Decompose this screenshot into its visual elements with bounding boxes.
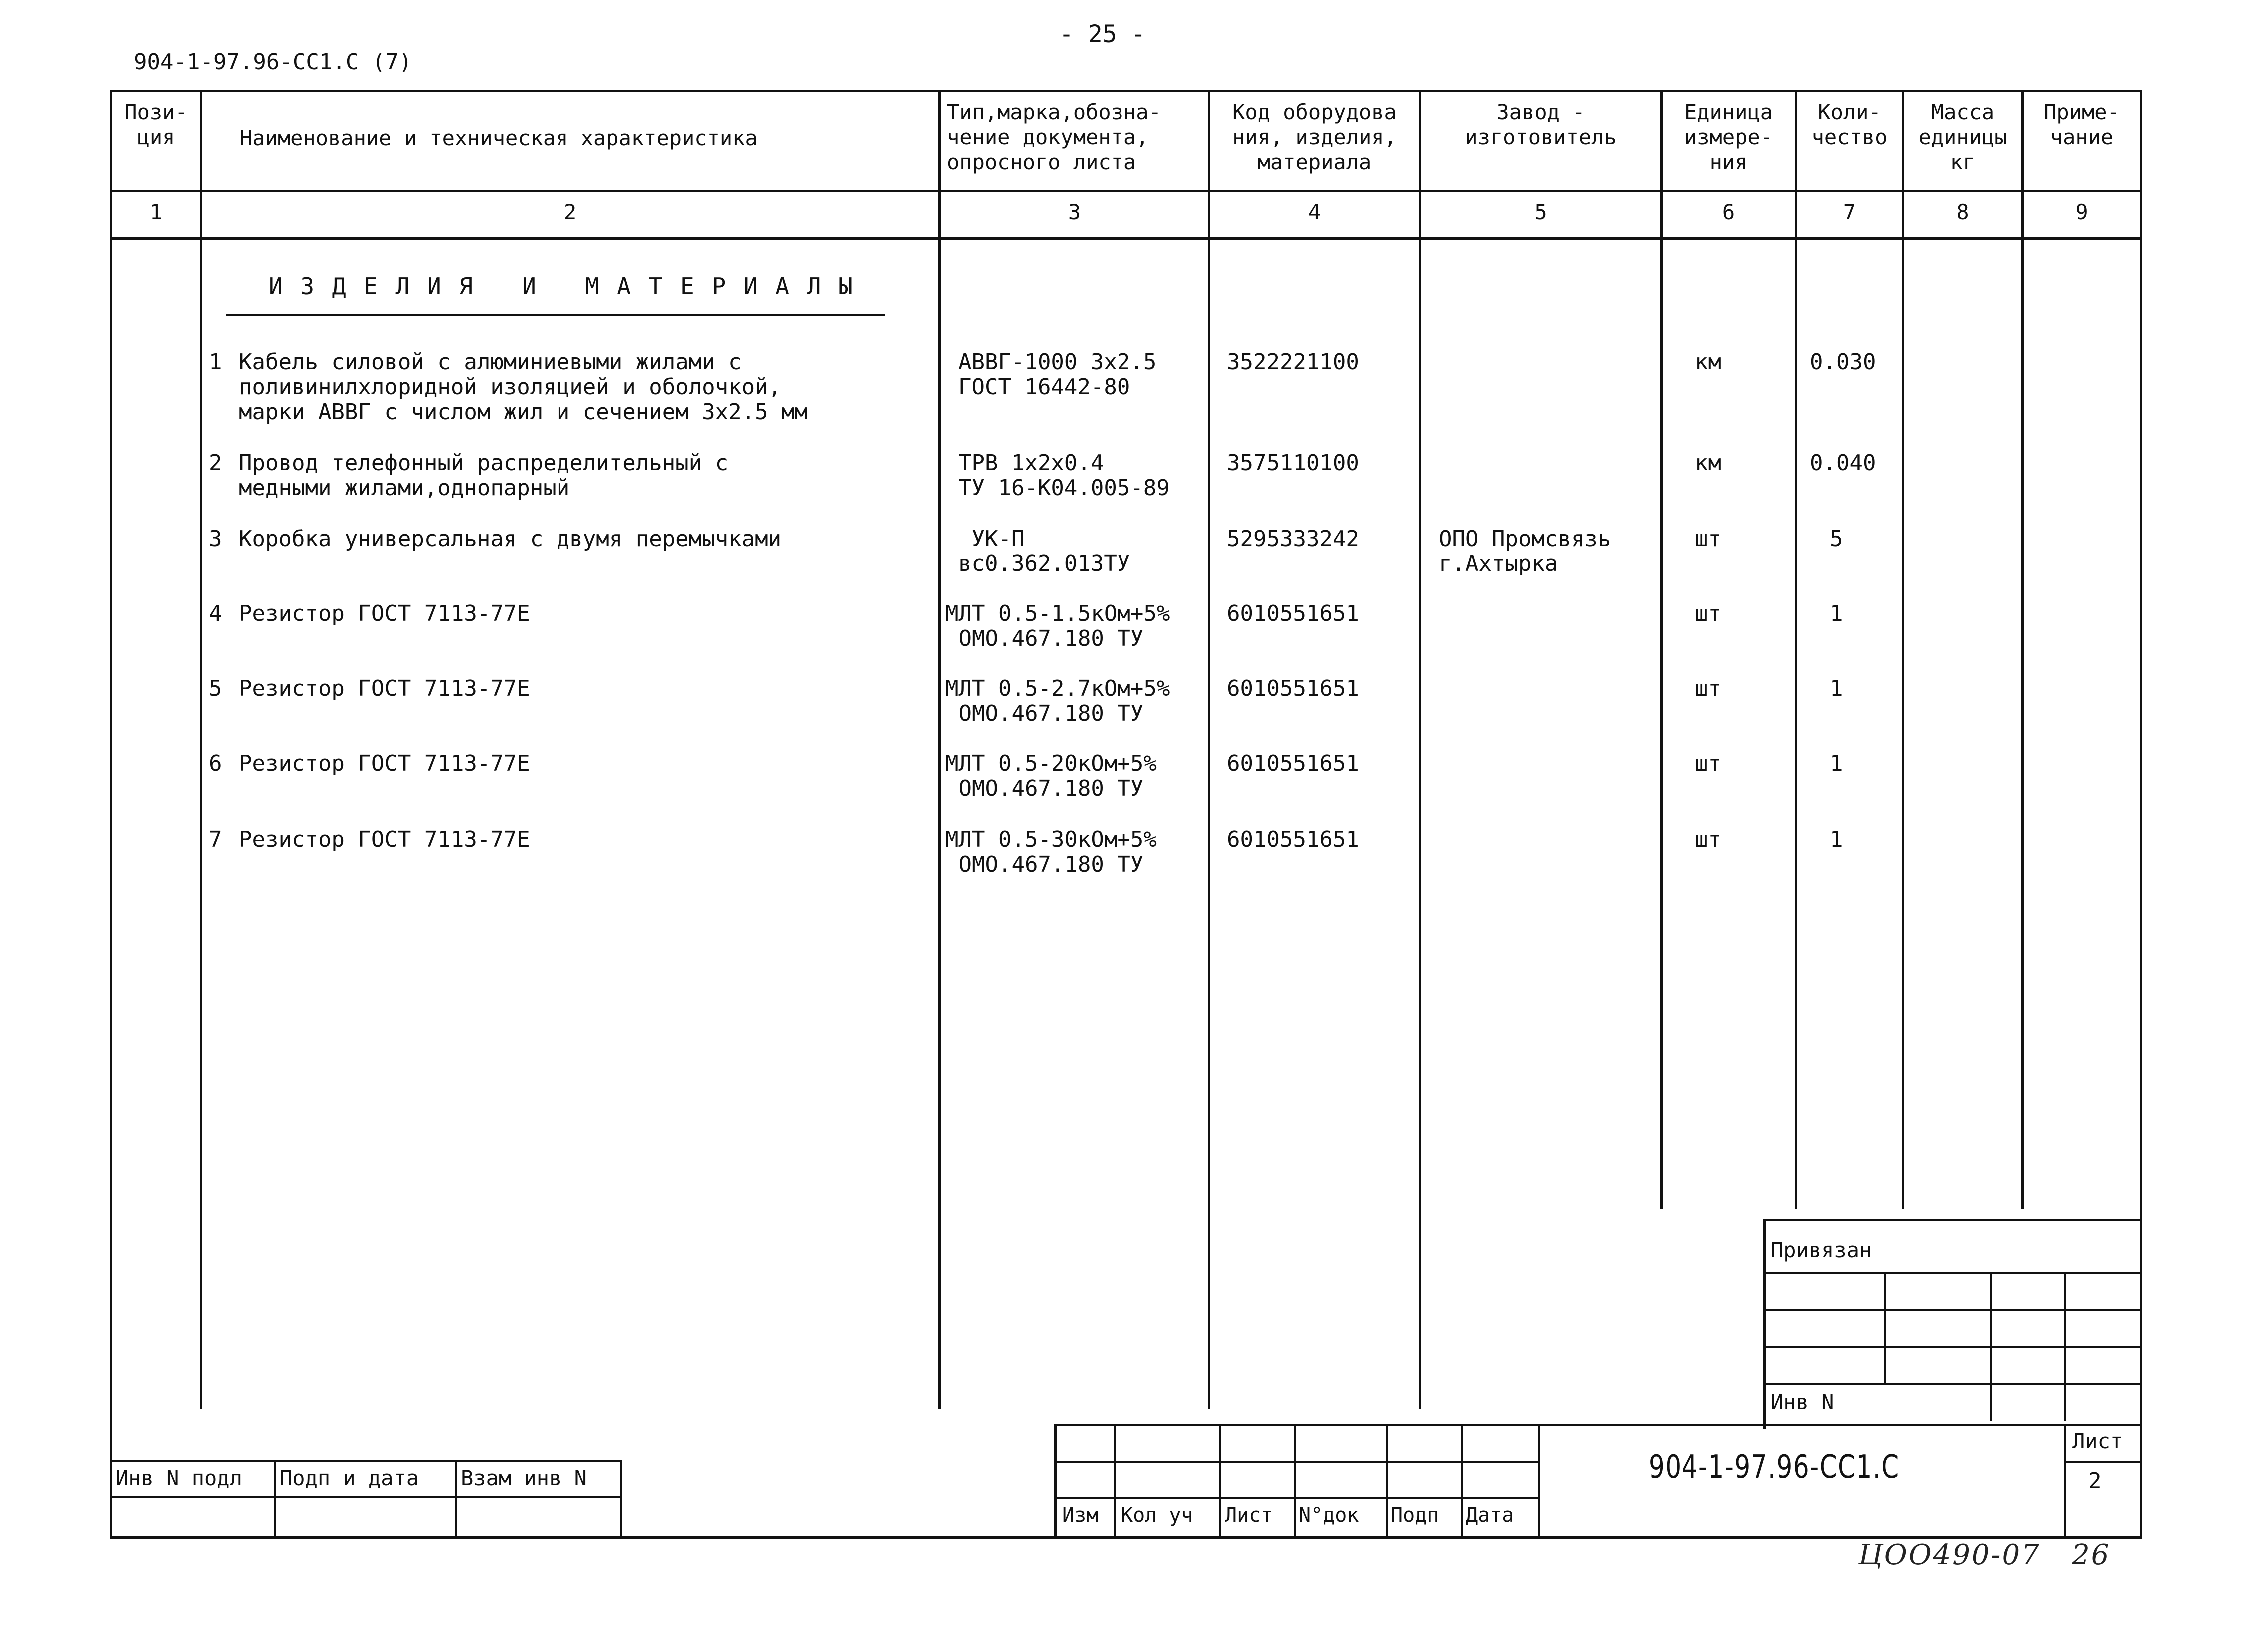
row-unit: шт	[1695, 526, 1721, 551]
row-unit: шт	[1695, 827, 1721, 852]
inv-original-label: Инв N подл	[116, 1466, 242, 1490]
row-position: 6	[209, 751, 222, 776]
row-maker: ОПО Промсвязь г.Ахтырка	[1439, 526, 1611, 576]
header-code: Код оборудова ния, изделия, материала	[1232, 100, 1397, 174]
row-type: МЛТ 0.5-2.7кОм+5% ОМО.467.180 ТУ	[945, 676, 1170, 726]
rev-header-date: Дата	[1466, 1504, 1514, 1527]
row-name: Резистор ГОСТ 7113-77Е	[239, 676, 530, 701]
row-code: 6010551651	[1227, 827, 1359, 852]
row-position: 1	[209, 349, 222, 375]
sheet-label: Лист	[2072, 1429, 2123, 1453]
row-code: 3522221100	[1227, 349, 1359, 375]
row-type: МЛТ 0.5-1.5кОм+5% ОМО.467.180 ТУ	[945, 601, 1170, 651]
row-name: Коробка универсальная с двумя перемычками	[239, 526, 782, 551]
row-code: 5295333242	[1227, 526, 1359, 551]
row-quantity: 5	[1830, 526, 1843, 551]
handwritten-archive-number: ЦОО490-07 26	[1858, 1539, 2111, 1571]
row-quantity: 1	[1830, 601, 1843, 626]
row-code: 6010551651	[1227, 601, 1359, 626]
replaced-inv-label: Взам инв N	[461, 1466, 587, 1490]
header-name: Наименование и техническая характеристика	[240, 126, 758, 150]
row-quantity: 1	[1830, 676, 1843, 701]
header-type: Тип,марка,обозна- чение документа, опросного листа	[947, 100, 1161, 174]
attached-label: Привязан	[1771, 1238, 1872, 1262]
column-number-1: 1	[149, 200, 163, 224]
row-name: Кабель силовой с алюминиевыми жилами с поливинилхлоридной изоляцией и оболочкой, марки АВВГ с числом жил и сечением 3х2.5 мм	[239, 349, 808, 425]
row-position: 3	[209, 526, 222, 551]
row-quantity: 1	[1830, 751, 1843, 776]
row-type: ТРВ 1х2х0.4 ТУ 16-К04.005-89	[958, 450, 1170, 501]
row-quantity: 0.030	[1810, 349, 1876, 375]
row-unit: км	[1695, 349, 1721, 375]
column-number-6: 6	[1722, 200, 1735, 224]
row-type: МЛТ 0.5-30кОм+5% ОМО.467.180 ТУ	[945, 827, 1157, 877]
row-name: Резистор ГОСТ 7113-77Е	[239, 827, 530, 852]
column-number-2: 2	[563, 200, 577, 224]
sheet-number: 2	[2088, 1468, 2102, 1494]
row-type: МЛТ 0.5-20кОм+5% ОМО.467.180 ТУ	[945, 751, 1157, 801]
row-quantity: 1	[1830, 827, 1843, 852]
row-code: 6010551651	[1227, 676, 1359, 701]
header-unit: Единица измере- ния	[1684, 100, 1773, 174]
rev-header-doc-number: N°док	[1299, 1504, 1359, 1527]
column-number-7: 7	[1843, 200, 1856, 224]
row-position: 5	[209, 676, 222, 701]
row-name: Резистор ГОСТ 7113-77Е	[239, 751, 530, 776]
rev-header-sheet: Лист	[1225, 1504, 1273, 1527]
rev-header-signature: Подп	[1391, 1504, 1439, 1527]
signature-date-label: Подп и дата	[280, 1466, 419, 1490]
row-unit: шт	[1695, 676, 1721, 701]
row-name: Резистор ГОСТ 7113-77Е	[239, 601, 530, 626]
section-title: И З Д Е Л И Я И М А Т Е Р И А Л Ы	[269, 273, 855, 300]
header-note: Приме- чание	[2044, 100, 2120, 149]
rev-header-change: Изм	[1062, 1504, 1099, 1527]
header-maker: Завод - изготовитель	[1465, 100, 1617, 149]
row-unit: шт	[1695, 751, 1721, 776]
inventory-label: Инв N	[1771, 1390, 1834, 1414]
column-number-8: 8	[1956, 200, 1969, 224]
row-name: Провод телефонный распределительный с медными жилами,однопарный	[239, 450, 729, 501]
row-unit: шт	[1695, 601, 1721, 626]
page-number: - 25 -	[1059, 20, 1146, 48]
row-unit: км	[1695, 450, 1721, 476]
row-position: 7	[209, 827, 222, 852]
document-code-top: 904-1-97.96-СС1.С (7)	[134, 49, 412, 75]
row-type: УК-П вс0.362.013ТУ	[958, 526, 1130, 576]
header-quantity: Коли- чество	[1811, 100, 1888, 149]
column-number-5: 5	[1534, 200, 1547, 224]
rev-header-count: Кол уч	[1121, 1504, 1193, 1527]
row-position: 2	[209, 450, 222, 476]
row-quantity: 0.040	[1810, 450, 1876, 476]
row-code: 6010551651	[1227, 751, 1359, 776]
column-number-3: 3	[1068, 200, 1081, 224]
header-position: Пози- ция	[124, 100, 188, 149]
row-type: АВВГ-1000 3х2.5 ГОСТ 16442-80	[958, 349, 1157, 400]
row-position: 4	[209, 601, 222, 626]
document-code: 904-1-97.96-СС1.С	[1649, 1449, 1900, 1486]
header-mass: Масса единицы кг	[1918, 100, 2007, 174]
row-code: 3575110100	[1227, 450, 1359, 476]
column-number-9: 9	[2075, 200, 2088, 224]
column-number-4: 4	[1308, 200, 1321, 224]
